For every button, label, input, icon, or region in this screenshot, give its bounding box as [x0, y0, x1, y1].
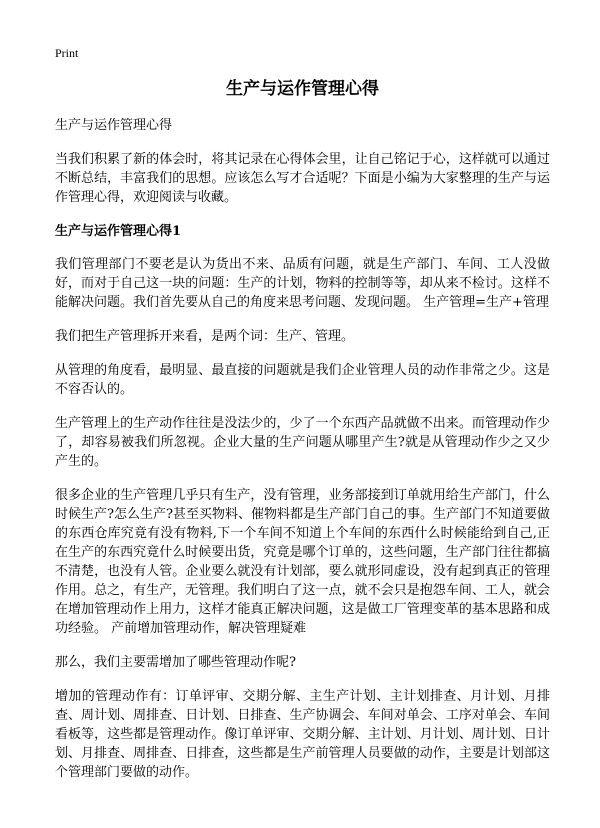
intro-paragraph: 当我们积累了新的体会时，将其记录在心得体会里，让自己铭记于心，这样就可以通过不断总结，丰富我们的思想。应该怎么写才合适呢？下面是小编为大家整理的生产与运作管理心得，欢迎阅读与收藏。 [55, 152, 550, 205]
body-paragraph: 那么，我们主要需增加了哪些管理动作呢? [55, 655, 296, 670]
body-paragraph: 我们管理部门不要老是认为货出不来、品质有问题，就是生产部门、车间、工人没做好，而对于自己这一块的问题：生产的计划，物料的控制等等，却从来不检讨。这样不能解决问题。我们首先要从自己的角度来思考问题、发现问题。 生产管理=生产+管理 [55, 257, 550, 310]
body-paragraph: 很多企业的生产管理几乎只有生产，没有管理，业务部接到订单就用给生产部门，什么时候生产?怎么生产?甚至买物料、催物料都是生产部门自己的事。生产部门不知道要做的东西仓库究竟有没有物料,下一个车间不知道上个车间的东西什么时候能给到自己,正在生产的东西究竟什么时候要出货，究竟是哪个订单的，这些问题，生产部门往往都搞不清楚，也没有人管。企业要么就没有计划部，要么就形同虚设，没有起到真正的管理作用。总之，有生产，无管理。我们明白了这一点，就不会只是抱怨车间、工人，就会在增加管理动作上用力，这样才能真正解决问题，这是做工厂管理变革的基本思路和成功经验。 产前增加管理动作，解决管理疑难 [55, 488, 550, 636]
body-paragraph: 我们把生产管理拆开来看，是两个词：生产、管理。 [55, 329, 355, 344]
section-heading: 生产与运作管理心得1 [55, 224, 182, 239]
document-body [55, 76, 550, 797]
print-link[interactable]: Print [55, 46, 79, 60]
body-paragraph: 增加的管理动作有：订单评审、交期分解、主生产计划、主计划排查、月计划、月排查、周计划、周排查、日计划、日排查、生产协调会、车间对单会、工序对单会、车间看板等，这些都是管理动作。像订单评审、交期分解、主计划、月计划、周计划、日计划、月排查、周排查、日排查，这些都是生产前管理人员要做的动作，主要是计划部这个管理部门要做的动作。 [55, 689, 550, 780]
body-paragraph: 生产管理上的生产动作往往是没法少的，少了一个东西产品就做不出来。而管理动作少了，却容易被我们所忽视。企业大量的生产问题从哪里产生?就是从管理动作少之又少产生的。 [55, 416, 550, 469]
body-paragraph: 从管理的角度看，最明显、最直接的问题就是我们企业管理人员的动作非常之少。这是不容否认的。 [55, 363, 550, 397]
document-title: 生产与运作管理心得 [226, 79, 379, 99]
document-subtitle: 生产与运作管理心得 [55, 118, 173, 133]
